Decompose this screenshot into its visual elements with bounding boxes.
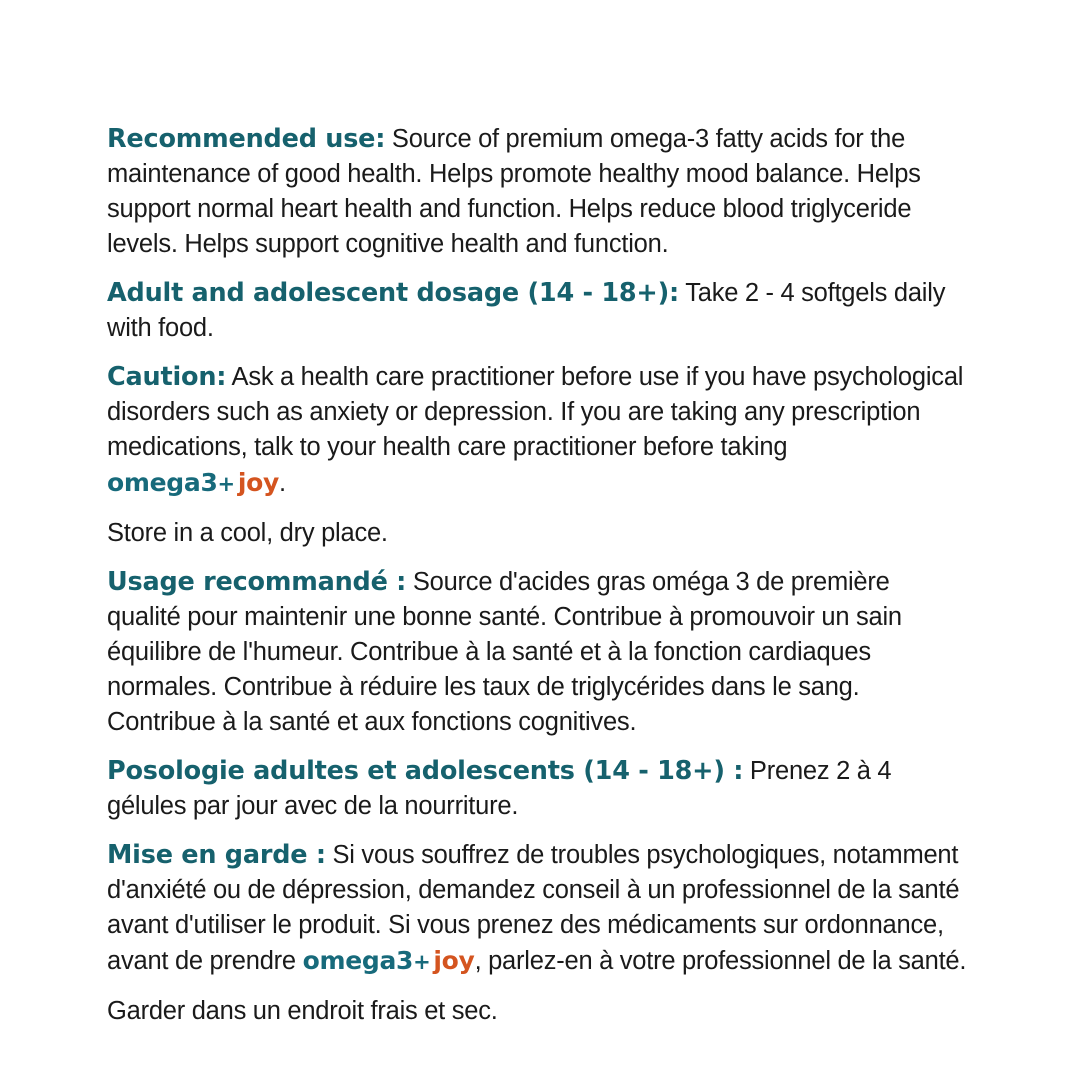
brand-plus-symbol: + <box>217 472 235 496</box>
label-text-content <box>107 122 969 1043</box>
heading-posologie: Posologie adultes et adolescents (14 - 18+) : <box>107 756 744 786</box>
brand-joy-text: joy <box>237 468 279 497</box>
heading-caution: Caution: <box>107 362 227 392</box>
text-caution-body-before-brand: Ask a health care practitioner before use if you have psychological disorders such as anxiety or depression. If you are taking any prescription medications, talk to your health care practitioner before taking <box>107 363 964 461</box>
paragraph-adult-dosage <box>107 276 969 346</box>
text-mise-en-garde-body-before-brand: Si vous souffrez de troubles psychologiques, notamment d'anxiété ou de dépression, demandez conseil à un professionnel de la santé avant d'utiliser le produit. Si vous prenez des médicaments sur ordonnance, avant de prendre <box>107 841 960 975</box>
text-posologie-body: Prenez 2 à 4 gélules par jour avec de la nourriture. <box>107 757 892 820</box>
paragraph-storage-fr: Garder dans un endroit frais et sec. <box>107 997 498 1025</box>
brand-joy-text-fr: joy <box>433 946 475 975</box>
text-mise-en-garde-body-after-brand: , parlez-en à votre professionnel de la santé. <box>474 947 967 975</box>
brand-mark-omega3-joy-fr <box>303 946 475 976</box>
brand-plus-symbol-fr: + <box>413 950 431 974</box>
brand-omega3-text-fr: omega3 <box>302 946 414 975</box>
heading-usage-recommande: Usage recommandé : <box>107 567 407 597</box>
paragraph-storage-en: Store in a cool, dry place. <box>107 519 388 547</box>
heading-recommended-use: Recommended use: <box>107 124 386 154</box>
text-recommended-use-body: Source of premium omega-3 fatty acids for the maintenance of good health. Helps promote healthy mood balance. Helps support normal heart health and function. Helps reduce blood triglyceride levels. Helps support cognitive health and function. <box>107 125 921 258</box>
text-caution-body-after-brand: . <box>279 469 286 497</box>
text-usage-recommande-body: Source d'acides gras oméga 3 de première qualité pour maintenir une bonne santé. Contribue à promouvoir un sain équilibre de l'humeur. Contribue à la santé et à la fonction cardiaques normales. Contribue à réduire les taux de triglycérides dans le sang. Contribue à la santé et aux fonctions cognitives. <box>107 568 902 736</box>
text-adult-dosage-body: Take 2 - 4 softgels daily with food. <box>107 279 946 342</box>
heading-adult-dosage: Adult and adolescent dosage (14 - 18+): <box>107 278 680 308</box>
paragraph-usage-recommande <box>107 565 969 740</box>
brand-mark-omega3-joy <box>107 468 279 498</box>
brand-omega3-text: omega3 <box>107 468 218 497</box>
paragraph-caution <box>107 360 969 502</box>
paragraph-mise-en-garde <box>107 838 969 980</box>
heading-mise-en-garde: Mise en garde : <box>107 840 326 870</box>
paragraph-recommended-use <box>107 122 969 262</box>
paragraph-posologie <box>107 754 969 824</box>
